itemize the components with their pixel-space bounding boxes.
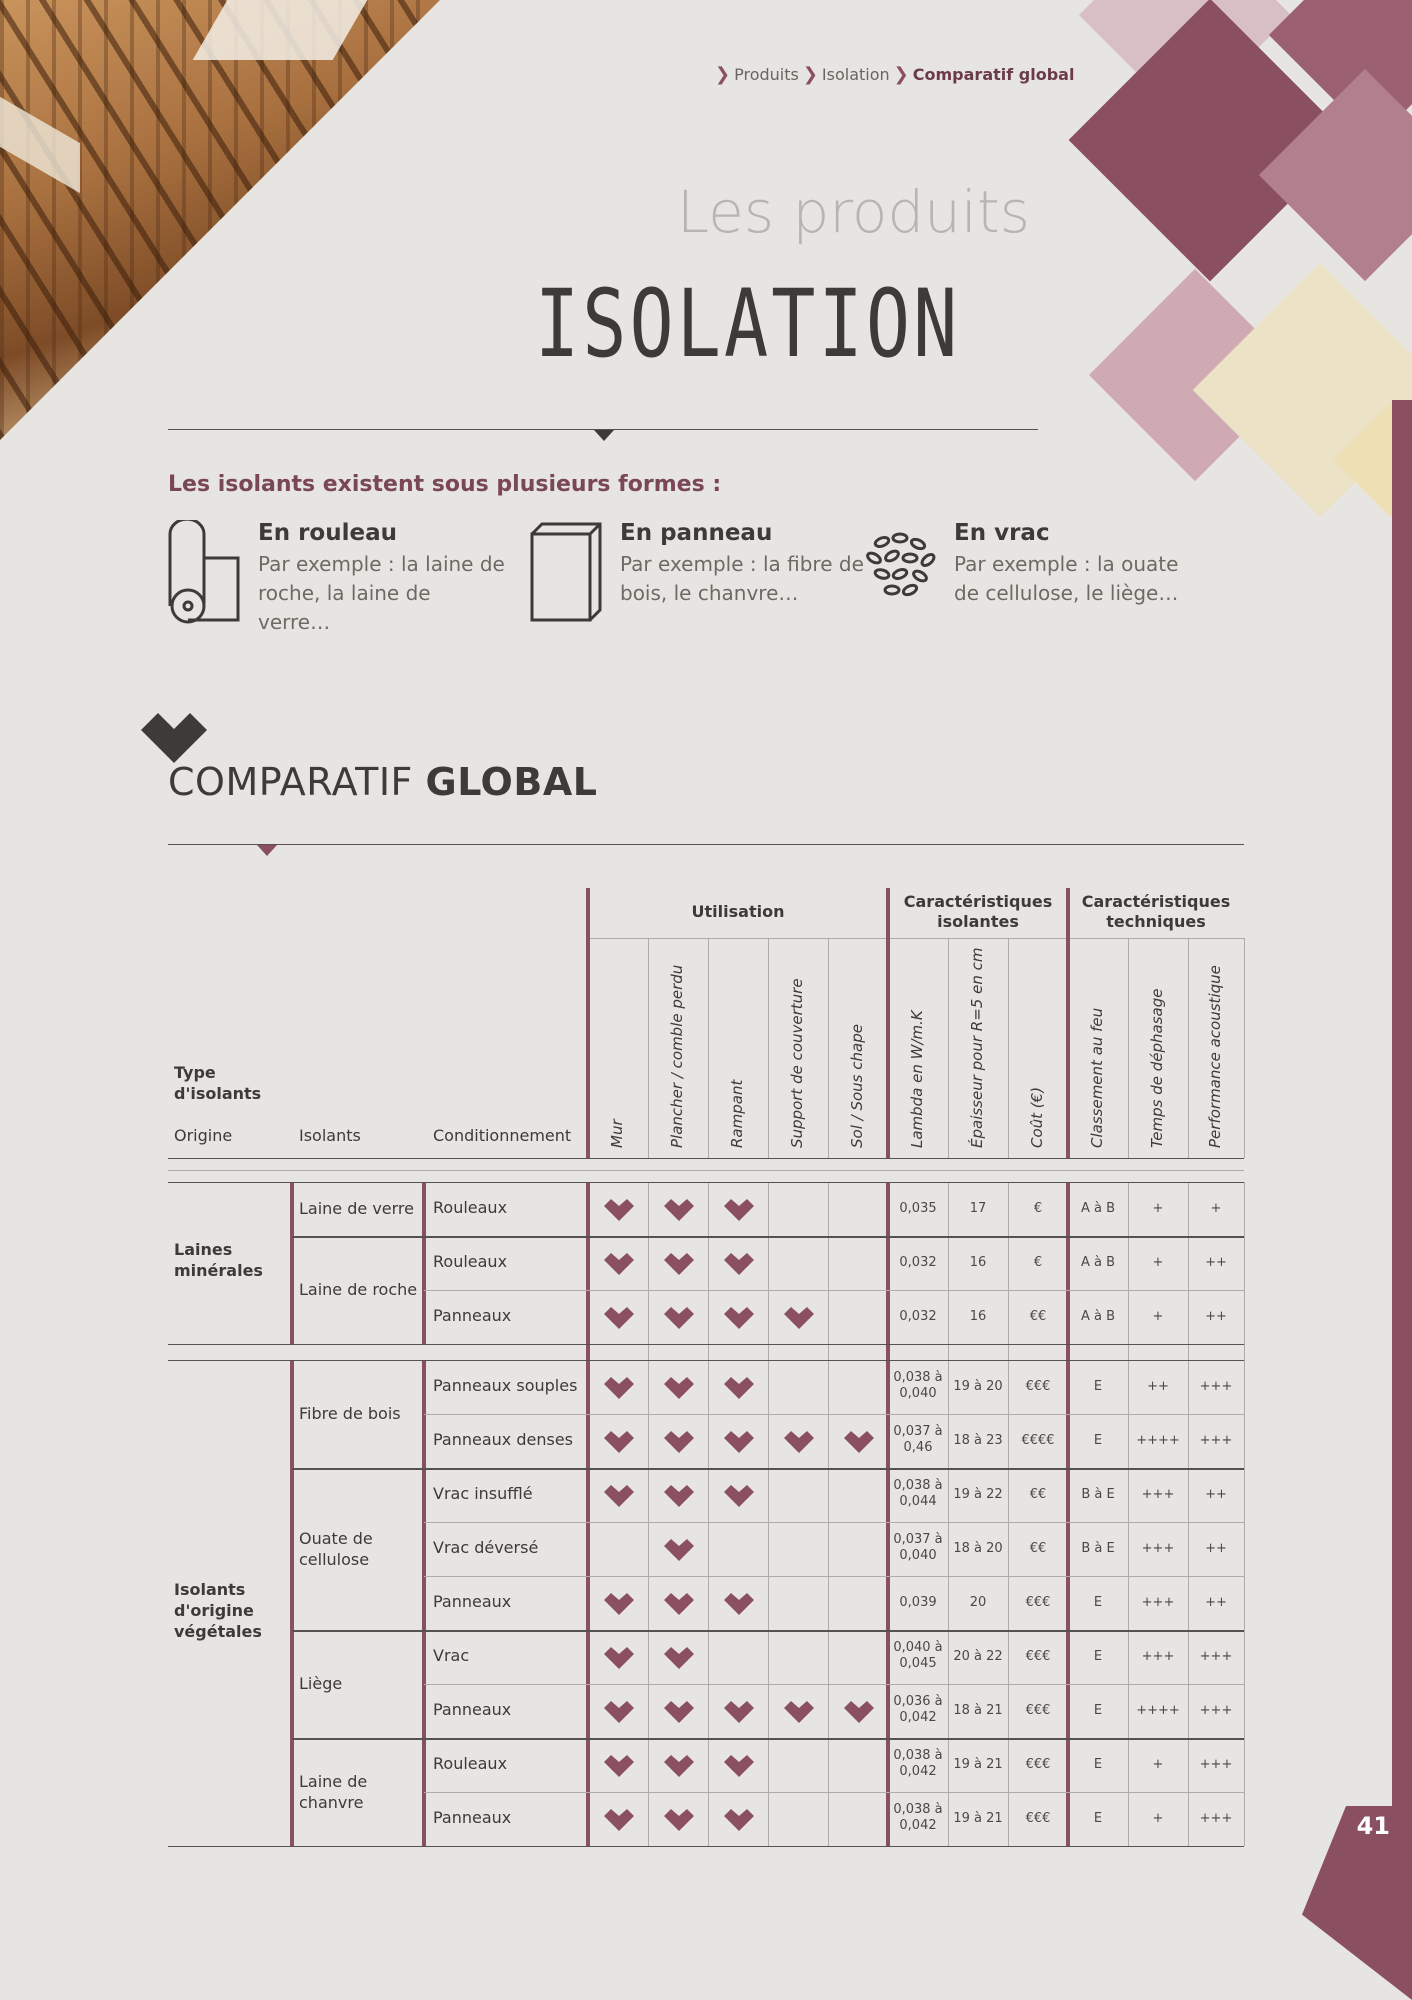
column-header: Temps de déphasage [1148,988,1166,1148]
cell-epaisseur: 16 [969,1255,987,1270]
cell-dephasage: + [1152,1201,1164,1216]
cell-dephasage: + [1152,1255,1164,1270]
cell-lambda: 0,035 [899,1201,937,1216]
cell-epaisseur: 19 à 21 [953,1757,1003,1772]
heart-icon [604,1809,634,1831]
cell-dephasage: +++ [1141,1595,1175,1610]
form-name: En rouleau [258,520,397,546]
heart-icon [784,1431,814,1453]
form-item-loose [862,520,1204,624]
row-line [424,1414,1244,1415]
cell-acoustique: + [1210,1201,1222,1216]
heart-icon [664,1539,694,1561]
skylight-shape [193,0,368,60]
heart-icon [724,1253,754,1275]
divider [168,844,1244,845]
breadcrumb-item-current: Comparatif global [912,65,1075,84]
group-divider [586,888,590,1158]
cell-dephasage: ++++ [1136,1703,1180,1718]
heart-icon [604,1701,634,1723]
chevron-right-icon: ❯ [893,64,909,85]
heart-icon [724,1593,754,1615]
heart-icon [724,1431,754,1453]
isolant-label: Fibre de bois [299,1404,401,1423]
heart-icon [724,1307,754,1329]
cell-lambda: 0,036 à 0,042 [893,1694,943,1725]
heart-icon [604,1377,634,1399]
group-divider [422,1360,426,1846]
heart-icon [664,1253,694,1275]
column-header: Performance acoustique [1206,965,1224,1148]
header-line [168,1170,1244,1171]
heart-icon [784,1307,814,1329]
cell-dephasage: + [1152,1757,1164,1772]
cell-cout: €€€ [1025,1649,1051,1664]
cell-feu: E [1093,1649,1103,1664]
chevron-right-icon: ❯ [715,64,731,85]
group-line [292,1468,1244,1470]
cell-lambda: 0,038 à 0,044 [893,1478,943,1509]
heart-icon [844,1701,874,1723]
cell-acoustique: +++ [1199,1811,1233,1826]
cell-acoustique: ++ [1205,1309,1227,1324]
group-divider [586,1182,590,1846]
row-line [424,1522,1244,1523]
form-item-panel [528,520,870,624]
cell-cout: €€€€ [1021,1433,1055,1448]
header-line [168,1158,1244,1159]
column-line [768,938,769,1158]
cell-conditionnement: Vrac déversé [433,1538,539,1557]
group-divider [1066,888,1070,1158]
heart-icon [664,1199,694,1221]
section-line [168,1360,1244,1361]
cell-conditionnement: Rouleaux [433,1252,508,1271]
cell-dephasage: +++ [1141,1649,1175,1664]
isolant-label: Liège [299,1674,343,1693]
column-line [708,938,709,1158]
cell-acoustique: +++ [1199,1649,1233,1664]
cell-cout: €€ [1029,1541,1047,1556]
cell-acoustique: +++ [1199,1379,1233,1394]
cell-feu: B à E [1081,1487,1115,1502]
column-line [648,1182,649,1846]
cell-epaisseur: 18 à 20 [953,1541,1003,1556]
forms-heading: Les isolants existent sous plusieurs formes : [168,472,722,497]
cell-feu: A à B [1080,1255,1116,1270]
cell-cout: €€€ [1025,1595,1051,1610]
cell-conditionnement: Vrac insufflé [433,1484,533,1503]
group-divider [886,1182,890,1846]
heart-icon [724,1755,754,1777]
heart-icon [664,1701,694,1723]
column-line [1244,1182,1245,1846]
cell-acoustique: +++ [1199,1703,1233,1718]
heart-icon [141,713,207,763]
page-supertitle: Les produits [676,178,1030,246]
cell-epaisseur: 20 à 22 [953,1649,1003,1664]
cell-feu: E [1093,1379,1103,1394]
section-line [168,1344,1244,1345]
heart-icon [604,1755,634,1777]
form-desc: Par exemple : la fibre de bois, le chanvre… [620,552,864,605]
breadcrumb-item[interactable]: Produits [734,65,799,84]
cell-cout: € [1033,1255,1043,1270]
column-header: Support de couverture [788,978,806,1148]
breadcrumb [715,64,1074,85]
cell-cout: €€€ [1025,1811,1051,1826]
cell-lambda: 0,038 à 0,042 [893,1802,943,1833]
cell-acoustique: ++ [1205,1255,1227,1270]
cell-acoustique: ++ [1205,1595,1227,1610]
divider-pointer [594,430,614,441]
column-header: Lambda en W/m.K [908,1010,926,1148]
cell-lambda: 0,040 à 0,045 [893,1640,943,1671]
isolant-label: Laine de verre [299,1199,414,1218]
cell-epaisseur: 20 [969,1595,987,1610]
cell-feu: E [1093,1703,1103,1718]
group-header-isolantes: Caractéristiques isolantes [903,892,1053,931]
heart-icon [784,1701,814,1723]
header-line [588,938,1244,939]
cell-epaisseur: 19 à 21 [953,1811,1003,1826]
cell-lambda: 0,037 à 0,040 [893,1532,943,1563]
cell-feu: E [1093,1595,1103,1610]
page-number: 41 [1356,1812,1390,1840]
cell-feu: E [1093,1433,1103,1448]
cell-conditionnement: Vrac [433,1646,470,1665]
cell-cout: € [1033,1201,1043,1216]
cell-cout: €€€ [1025,1703,1051,1718]
heart-icon [604,1307,634,1329]
row-line [424,1792,1244,1793]
panel-icon [528,520,604,624]
cell-epaisseur: 19 à 20 [953,1379,1003,1394]
column-line [648,938,649,1158]
form-item-roll [166,520,508,637]
cell-lambda: 0,032 [899,1255,937,1270]
group-divider [1066,1182,1070,1846]
cell-conditionnement: Rouleaux [433,1198,508,1217]
heart-icon [664,1377,694,1399]
heart-icon [604,1593,634,1615]
section-line [168,1182,1244,1183]
cell-dephasage: + [1152,1811,1164,1826]
roll-icon [166,520,242,624]
type-label: Type d'isolants [174,1063,262,1103]
cell-feu: B à E [1081,1541,1115,1556]
cell-epaisseur: 16 [969,1309,987,1324]
column-line [1188,1182,1189,1846]
heart-icon [664,1485,694,1507]
isolant-label: Ouate de cellulose [299,1529,373,1569]
cell-acoustique: ++ [1205,1487,1227,1502]
cell-cout: €€ [1029,1309,1047,1324]
column-header: Sol / Sous chape [848,1024,866,1148]
column-header: Rampant [728,1079,746,1148]
column-line [1008,938,1009,1158]
cell-conditionnement: Panneaux [433,1592,512,1611]
section-title: COMPARATIF GLOBAL [168,760,598,804]
attic-photo [0,0,440,440]
column-line [948,938,949,1158]
cell-epaisseur: 17 [969,1201,987,1216]
column-line [828,938,829,1158]
page-title: ISOLATION [535,270,961,379]
group-divider [290,1182,294,1344]
column-line [948,1182,949,1846]
group-divider [422,1182,426,1344]
form-name: En panneau [620,520,773,546]
cell-conditionnement: Panneaux [433,1700,512,1719]
cell-feu: A à B [1080,1201,1116,1216]
heart-icon [724,1809,754,1831]
cell-conditionnement: Panneaux [433,1808,512,1827]
cell-lambda: 0,032 [899,1309,937,1324]
cell-epaisseur: 19 à 22 [953,1487,1003,1502]
cell-dephasage: ++++ [1136,1433,1180,1448]
heart-icon [664,1809,694,1831]
heart-icon [604,1485,634,1507]
heart-icon [604,1431,634,1453]
heart-icon [844,1431,874,1453]
form-desc: Par exemple : la laine de roche, la laine de verre… [258,552,505,634]
column-header: Mur [608,1119,626,1148]
cell-epaisseur: 18 à 21 [953,1703,1003,1718]
isolant-label: Laine de chanvre [299,1772,368,1812]
cell-lambda: 0,038 à 0,042 [893,1748,943,1779]
cell-dephasage: + [1152,1309,1164,1324]
column-line [1188,938,1189,1158]
cell-conditionnement: Rouleaux [433,1754,508,1773]
column-header: Plancher / comble perdu [668,964,686,1148]
cell-conditionnement: Panneaux denses [433,1430,574,1449]
section-line [168,1846,1244,1847]
group-divider [290,1360,294,1846]
heart-icon [604,1199,634,1221]
column-line [828,1182,829,1846]
cell-cout: €€€ [1025,1757,1051,1772]
form-name: En vrac [954,520,1050,546]
cell-lambda: 0,038 à 0,040 [893,1370,943,1401]
cell-feu: A à B [1080,1309,1116,1324]
skylight-shape [0,97,80,193]
cell-conditionnement: Panneaux [433,1306,512,1325]
heart-icon [604,1647,634,1669]
cell-dephasage: +++ [1141,1541,1175,1556]
heart-icon [724,1701,754,1723]
group-header-utilisation: Utilisation [691,902,785,921]
heart-icon [724,1199,754,1221]
chevron-right-icon: ❯ [802,64,818,85]
cell-cout: €€ [1029,1487,1047,1502]
cell-dephasage: +++ [1141,1487,1175,1502]
heart-icon [724,1377,754,1399]
group-header-techniques: Caractéristiques techniques [1081,892,1231,931]
heart-icon [664,1431,694,1453]
cell-cout: €€€ [1025,1379,1051,1394]
cell-lambda: 0,039 [899,1595,937,1610]
col-header-conditionnement: Conditionnement [433,1126,572,1145]
column-line [1244,938,1245,1158]
group-divider [886,888,890,1158]
column-line [708,1182,709,1846]
row-line [424,1290,1244,1291]
cell-conditionnement: Panneaux souples [433,1376,578,1395]
row-line [292,1236,1244,1238]
isolant-label: Laine de roche [299,1280,418,1299]
form-desc: Par exemple : la ouate de cellulose, le liège… [954,552,1179,605]
column-line [768,1182,769,1846]
origin-label: Laines minérales [174,1240,263,1280]
group-line [292,1738,1244,1740]
heart-icon [604,1253,634,1275]
breadcrumb-item[interactable]: Isolation [821,65,890,84]
divider-pointer [257,845,277,856]
row-line [424,1576,1244,1577]
cell-feu: E [1093,1811,1103,1826]
col-header-isolants: Isolants [299,1126,361,1145]
heart-icon [664,1593,694,1615]
column-header: Coût (€) [1028,1086,1046,1148]
cell-feu: E [1093,1757,1103,1772]
column-line [1008,1182,1009,1846]
loose-fill-icon [862,520,938,624]
row-line [424,1684,1244,1685]
column-header: Classement au feu [1088,1007,1106,1148]
heart-icon [664,1755,694,1777]
col-header-origine: Origine [174,1126,233,1145]
side-bar [1392,400,1412,1820]
cell-acoustique: +++ [1199,1433,1233,1448]
cell-acoustique: ++ [1205,1541,1227,1556]
heart-icon [724,1485,754,1507]
column-header: Épaisseur pour R=5 en cm [968,947,986,1148]
heart-icon [664,1647,694,1669]
cell-acoustique: +++ [1199,1757,1233,1772]
cell-dephasage: ++ [1147,1379,1169,1394]
cell-epaisseur: 18 à 23 [953,1433,1003,1448]
cell-lambda: 0,037 à 0,46 [893,1424,943,1455]
column-line [1128,938,1129,1158]
heart-icon [664,1307,694,1329]
group-line [292,1630,1244,1632]
column-line [1128,1182,1129,1846]
origin-label: Isolants d'origine végétales [174,1580,262,1641]
